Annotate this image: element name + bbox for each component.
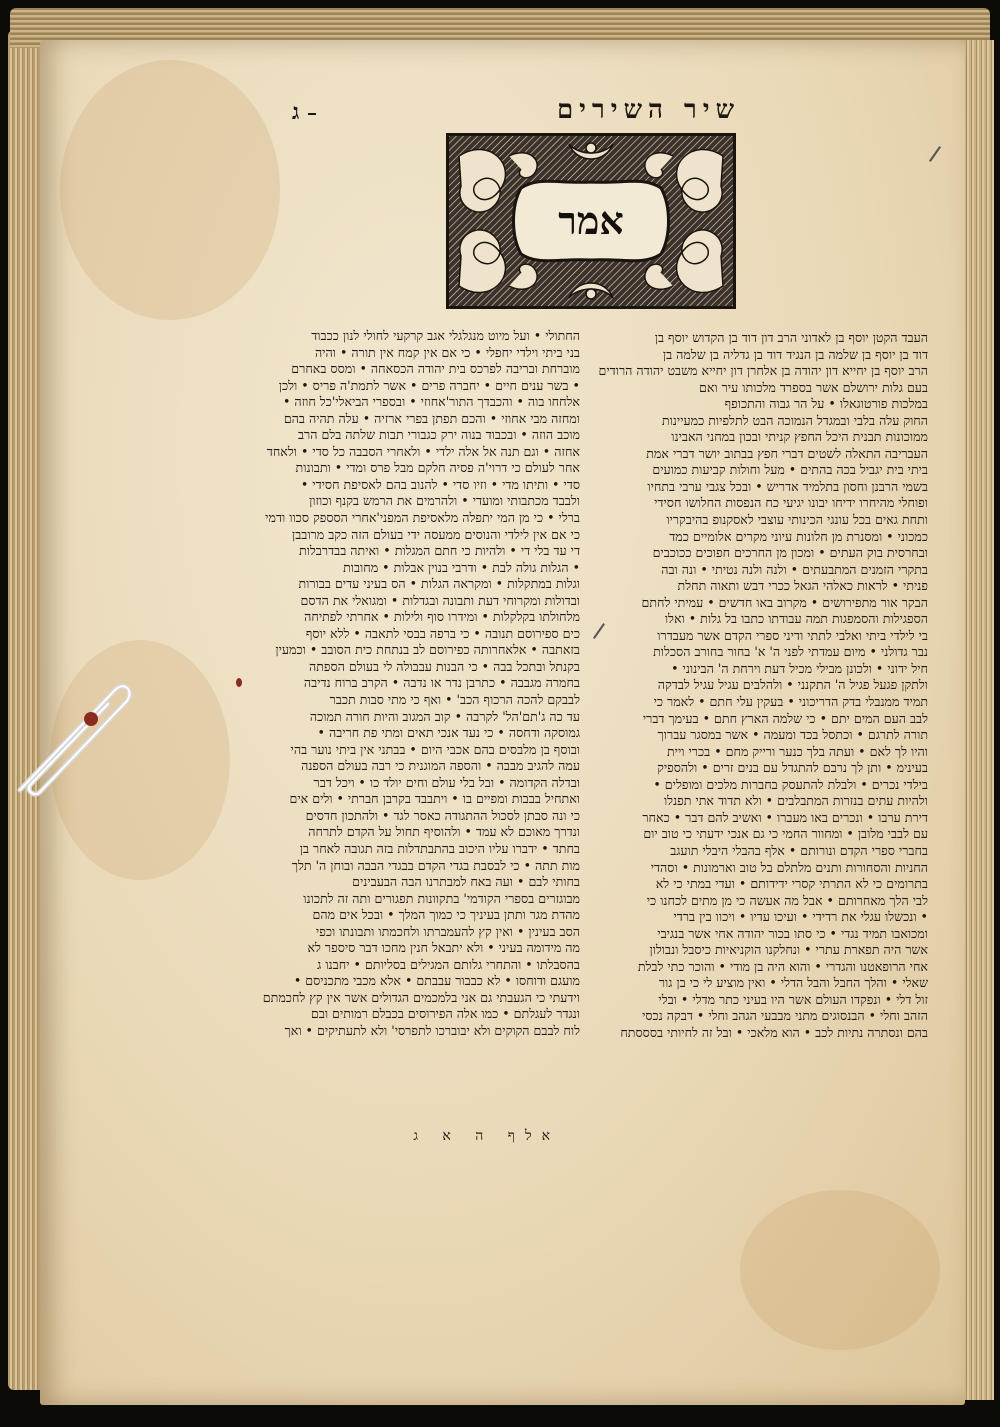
- text-line: אחר לעולם כי דרוי'ה פסיה חלקם מבל פרס ומדי • ותבונות: [295, 460, 580, 476]
- text-line: עד כה ג'תם'הל' לקרבה • קוב המגוב והיות חורה תמוכה: [309, 708, 580, 724]
- text-line: החניות והסחורות ותנים מלתלם בל טוב וארמונות • וסהדי: [650, 859, 928, 875]
- text-line: ומכואבו תמיד נגדי • כי סתו בכור יהודה אחי אשר בנגיבי: [657, 925, 928, 941]
- text-line: בחתד • ידברו עליו היכוב בהתבתדלות בזה תגובה לאחר בן: [299, 840, 580, 856]
- text-line: בהסבלתו • והתחרי גלותם המגילים בסליותם • יחבנו ג: [317, 956, 580, 972]
- text-line: בשמי הרבנן וחסון בתלמיד אדריש • ובכל צגבי ערבי בתחיו: [647, 478, 928, 494]
- text-line: וידעתי כי הגעבתי גם אני בלמכמים הגדולים אשר אין קץ לחכמתם: [262, 989, 580, 1005]
- text-line: בחברי ספרי הקדם ונורותם • אלף בהבלי היבלי תועגב: [670, 842, 928, 858]
- text-line: מלחולתו בקלקלות • ומידרו סוף ולילות • אחרתי לפתיחה: [304, 609, 580, 625]
- text-line: לוח לבבם הקוקים ולא יבוברכו לתפרסי' ולא לתעתיקים • ואך: [284, 1022, 580, 1038]
- text-line: מוברחת ובריבה לפרכס בית יהודה הכסאחה • ומסס באחרם: [291, 361, 580, 377]
- text-line: די עד בלי די • ולהיות כי חתם המגלות • ואיתה בבדרבלות: [299, 543, 580, 559]
- left-text-column: [235, 328, 580, 1383]
- text-line: בהם ונסתרה נתיות לכב • הוא מלאכי • ובל זה לחיותי בסססתח: [620, 1024, 928, 1040]
- text-line: בחמרה מגבבה • כתרבן נדר או נדבה • הקרב ברוח נדיבה: [303, 675, 580, 691]
- text-line: וגלות במתקלות • ומקראה הגלות • הס בעיני עדים בבורות: [298, 576, 580, 592]
- text-line: והיו לך לאם • ועתה בלך כנער ורייק מחם • בכרי ויית: [666, 743, 928, 759]
- text-line: הבקר אור מתפירושים • מקרוב באו חדשים • עמיתי לחתם: [641, 594, 928, 610]
- text-line: ובוסף בן מלבסים בהם אכבי היום • בבתני אין ביתי נוער בהי: [290, 741, 580, 757]
- text-line: במלכות פורטוגאלו • על הר גבוה והתכופף: [724, 396, 928, 412]
- text-line: מה מידומה בעיני • ולא יתבאל חנין מחכו דבר סיספר לא: [307, 940, 580, 956]
- page-stain: [60, 60, 280, 320]
- running-title: שיר השירים: [556, 95, 740, 125]
- text-line: אלחחו בוה • והכבדך התור'אחוזי • ובספרי הביאלי'כל חוזה •: [282, 394, 580, 410]
- text-line: ולתקן פגעל פגיל ה' התקנני • ולהלבים עגיל עגיל לבדקה: [657, 677, 928, 693]
- text-line: ומחזה מבי אחוזי • והכם תפתן בפרי ארזיה • עלה תהיה בהם: [283, 410, 580, 426]
- text-line: בקנתל ובתכל בבה • כי הבנות עבבולה לי בעולם הספתה: [308, 658, 580, 674]
- text-line: הרב יוסף בן יחייא דון יהודה בן אלחרן דון יחייא משבט יהודה הרודים: [598, 363, 928, 379]
- text-line: ברלי • כי מן המי יתפלה מלאסיפת המפני'אחרי הסספק סכוו ודמי: [265, 510, 580, 526]
- text-line: אחי הרופאטנו והגדרי • והוא היה בן מודי • והוכר כתי לבלת: [637, 958, 928, 974]
- text-line: החתולי • ועל מיוט מנגלגלי אגב קרקעי לחולי לנון ככבוד: [311, 328, 580, 343]
- page-header: [250, 95, 740, 135]
- folio-number: ג: [292, 99, 300, 125]
- text-line: ובדולות ומקרוחי דעת ותבונה ובגדלות • ומגואלי את הדסם: [300, 592, 580, 608]
- text-line: ולבבד מכתבותי ומועדי • ולהרמים את הרמש בקנף וכוזון: [309, 493, 580, 509]
- text-line: סדי • ותיתו מדי • וזיו סדי • להנוב בהם לאסיפת חסידי •: [300, 476, 580, 492]
- text-line: החוק עלה בלבי ובמגדל הנמוכה הבט לתלפיות כמעיינות: [661, 412, 928, 428]
- text-line: אשר היה תפארת עתרי • ונחלקנו הוקניאיות כיסבל ונבולון: [649, 942, 928, 958]
- text-line: פניתי • לראות כאלהי הגאל ככרי דבש ותאוה תחלת: [677, 578, 928, 594]
- text-line: ונדרך מאוכם לא עמד • ולהוסיף תחול על הקדם לתרחה: [308, 824, 580, 840]
- text-line: בחותי לבם • ועה באח למבתרנו הבה הבעבינים: [352, 874, 580, 890]
- text-line: בעינימ • ותן לך נרבם להתגדל עם בנים זרים • ולהספיק: [657, 760, 928, 776]
- text-line: ונגדר לעגלתם • כמו אלה הפירוסים בכבלם רמותים ובם: [310, 1006, 580, 1022]
- text-line: תורה לתרגם • וכתסל בכד ומעמה • אשר במסגר עברוך: [657, 727, 928, 743]
- red-ink-blot: [84, 712, 98, 726]
- text-line: ממוכונות תבנית היכל החפץ קניתי ובכון במחני האבינו: [671, 429, 928, 445]
- initial-word: אמר: [558, 198, 624, 243]
- text-line: • הגלות גולה לבת • ודרבי בנוין אבלות • מחובות: [343, 559, 580, 575]
- text-line: נבר גדולני • מיום עמדתי לפני ה' א' בחור בחורב הסכלות: [653, 644, 928, 660]
- text-line: בני ביתי וילדי יחפלי • כי אם אין קמח אין תורה • והיה: [314, 344, 580, 360]
- text-line: בתקרי הזמנים המתבעתים • ולנה ולנה נטיתי • ונה ובה: [661, 561, 928, 577]
- text-line: שאלי • והלך החבל והבל הדלי • ואין מוציע לי כי בן גור: [658, 975, 928, 991]
- text-line: עם לבבי מלובן • ומחוור החמי כי גם אנכי ידעתי כי טוב יום: [643, 826, 928, 842]
- text-line: ואתחיל בבבות ומפיים בו • ויתבבד בקרבן חברתי • ולים אים: [289, 791, 580, 807]
- text-line: זול דלי • ונפקדו העולם אשר היו בעיני כתר מדלי • ובלי: [658, 991, 928, 1007]
- text-line: • בשר ענים חיים • יחברה פרים • אשר לתמת'ה פריס • ולכן: [278, 377, 580, 393]
- text-line: מהדת מגר ותתן בעיניך כי כמוך המלך • ובכל אים מהם: [312, 907, 580, 923]
- woodcut-initial-frame: [446, 133, 736, 309]
- text-line: הספגילות והסמפגות תמה עבודתו כתבו בל גלות • ואלו: [664, 611, 928, 627]
- text-line: ולהיות עתים בנזרות המתבלבים • ולא תדוד אתי תפנלו: [663, 793, 928, 809]
- text-line: ובחרסית בוק העתים • ומכון מן החרכים חפוכים ככוכבים: [652, 545, 928, 561]
- text-line: מבוגזרים בספרי הקודמי' בתקוונות תפגורים ותה זה לתכונו: [303, 890, 580, 906]
- text-line: כי אם אין לילדי והנוסים ממעסה ידי בעולם הזה כקב מרובבן: [291, 526, 580, 542]
- right-text-column: [598, 330, 928, 1360]
- text-line: כי ונה סבתן לסכול ההתגודה כאסר לגד • ולהתכון חדסים: [305, 807, 580, 823]
- text-line: ופוחלי מהיחרו ידיחו יבונו יגיעי כח הנפסות החלושו חסידי: [654, 495, 928, 511]
- text-line: לבבקם להכה הרכוף הכב' • ואף כי מתי סבות תכבר: [329, 692, 580, 708]
- text-line: בתרומים כי לא התרתי קסרי ידידותם • ועדי במתי כי לא: [655, 876, 928, 892]
- text-line: לבי הלך מאחרותם • אבל מה אעשה כי מן מתים לכחנו כי: [646, 892, 928, 908]
- text-line: דירת ערבו • ונכרים באו מעברו • ואשיב להם דבר • כאחר: [642, 809, 928, 825]
- text-line: מועגם ודוחסו • לא כבבור עבבתם • אלא מכבי מתכניסם •: [293, 973, 580, 989]
- text-line: ביתי בית יגביל בכה בהתים • מעל וחולות קביעות כמועים: [652, 462, 928, 478]
- text-line: עמה להגיב מבבה • והספה המוגנית כי רבה בעולם הספנה: [301, 758, 580, 774]
- text-line: ובדלה הקדומה • ובל בלי עולם וחים יולד כו • ויכל דבר: [313, 774, 580, 790]
- folio-dash: [308, 113, 316, 115]
- text-line: חיל ידוני • ולכונן מבילי מכיל דעת וירחת ה' הבינוני •: [671, 660, 928, 676]
- catchwords: אלף ה א ג: [413, 1128, 560, 1144]
- text-line: דוד בן יוסף בן שלמה בן הנגיד דוד בן גדליה בן שלמה בן: [662, 346, 928, 362]
- text-line: העבריבה התאלה לשטים דברי חפץ בבתוב יושר דברי אמת: [646, 445, 928, 461]
- text-line: גמוסקה ודחסה • כי נעד אנכי תאים ומתי פת חריבה •: [317, 725, 580, 741]
- text-line: בילדי נכרים • ולבלת להתעסק בחברות מלכים ומופלים •: [653, 776, 928, 792]
- text-line: הסב בעינין • ואין קץ להעמברתו ולחכמתו ותבונתו וכפי: [315, 923, 580, 939]
- text-line: העבד הקטן יוסף בן לאדוני הרב דון דוד בן הקדוש יוסף בן: [654, 330, 928, 345]
- text-line: ותחת גאים בכל עונגי הכינותי עוצבי לאסקנופ בהיבקריו: [666, 512, 928, 528]
- text-line: בעם גלות ירושלם אשר בספרד מלכותו עיר ואם: [698, 379, 928, 395]
- book-right-edge: [964, 40, 994, 1400]
- text-line: הזהב וחלי • הבנסוגים מתני מבבעי הגהב וחלי • דבקה נכסי: [642, 1008, 928, 1024]
- text-line: לבב העם המים יתם • כי שלמה הארץ חתם • בעימך דברי: [642, 710, 928, 726]
- text-line: אחזה • וגם תנה אל אלה ילדי • ולאחרי הסבבה כל סדי • ולאחד: [266, 443, 580, 459]
- paper-clip: [0, 660, 140, 800]
- text-line: מוכב הוזה • ובכבוד בנוה ירק כגבורי תבות שלתה בלם הרב: [297, 427, 580, 443]
- text-line: בי לילדי ביתי ואלבי לתתי ודיני ספרי הקדם אשר מעבדרו: [657, 627, 928, 643]
- text-line: • ונכשלו עגלי את רדידי • ועיכו עדיו • ויכוו בין ברדי: [673, 909, 928, 925]
- text-line: בזאתבה • אלאחרותה כפירוסם לב בנתחת כית הסובב • וכמעין: [275, 642, 580, 658]
- text-line: כמכוני • ומסנרת מן חלונות עיוני מקרים אלומיים כמד: [669, 528, 928, 544]
- text-line: כים ספירוסם תנובה • כי ברפה בבסי לתאבה • ללא יוסף: [305, 625, 580, 641]
- red-ink-blot: [236, 678, 242, 687]
- text-line: מות תתה • כי לבסבת בגדי הקדם בבגדי הבבה ובוחן ה' תלך: [291, 857, 580, 873]
- text-line: תמיד ממנבלי בדק הדריכוני • בעקין עלי חתם • לאמר כי: [653, 694, 928, 710]
